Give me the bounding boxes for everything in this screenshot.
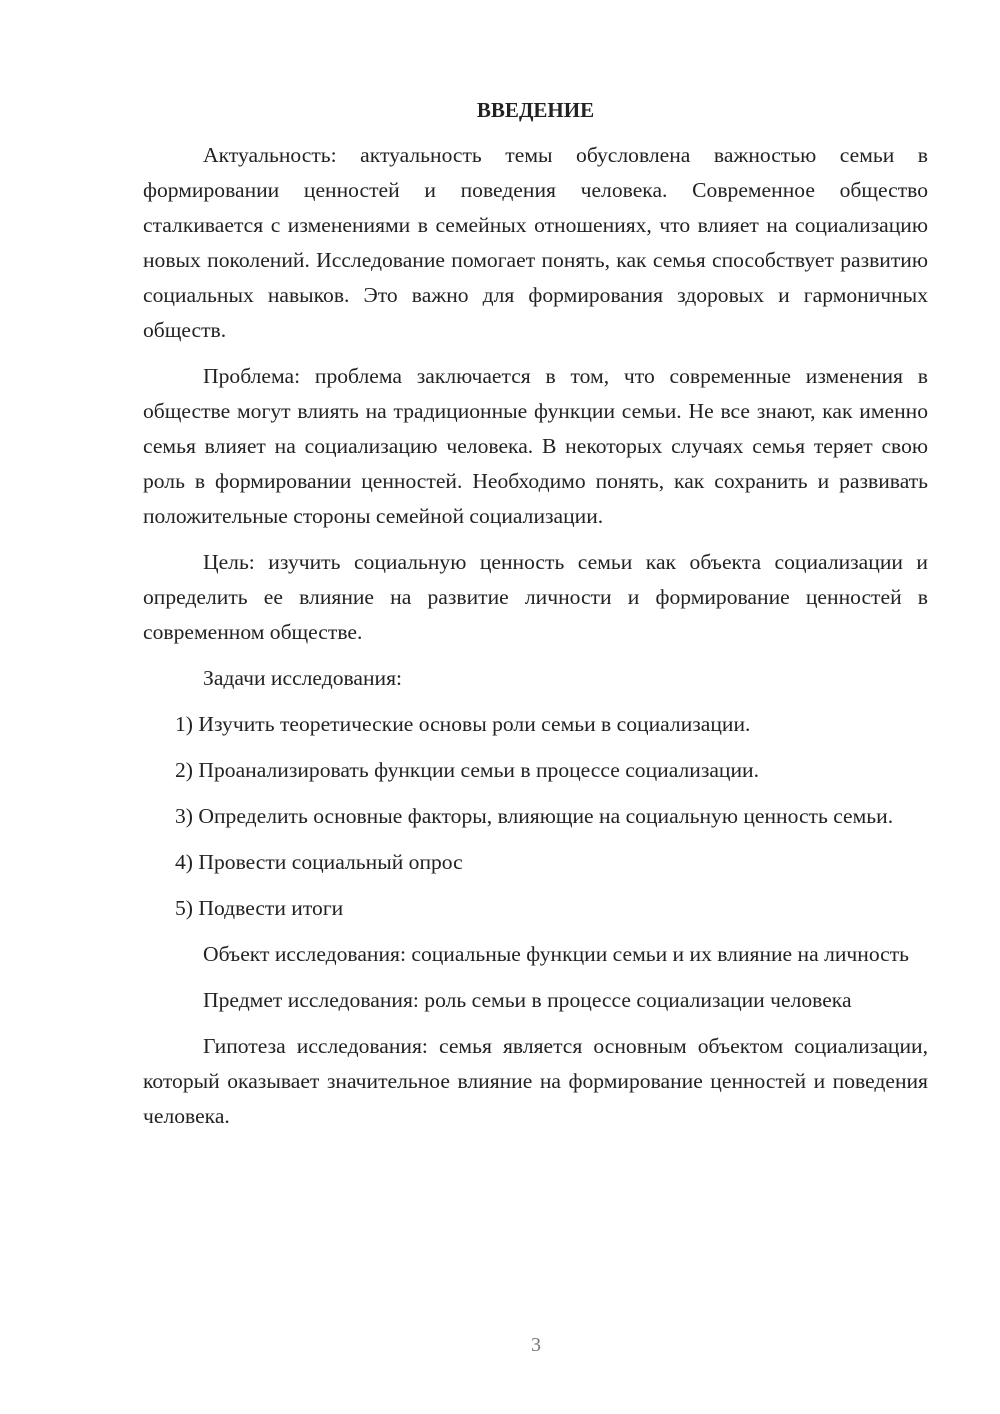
task-item: 3) Определить основные факторы, влияющие на социальную ценность семьи. xyxy=(175,804,894,828)
paragraph-problem: Проблема: проблема заключается в том, что современные изменения в обществе могут влиять на традиционные функции семьи. Не все знают, как именно семья влияет на социализацию человека. В некоторых случаях семья теряет свою роль в формировании ценностей. Необходимо понять, как сохранить и развивать положительные стороны семейной социализации. xyxy=(143,364,928,528)
paragraph-object: Объект исследования: социальные функции семьи и их влияние на личность xyxy=(203,942,910,966)
paragraph-goal: Цель: изучить социальную ценность семьи как объекта социализации и определить ее влияние на развитие личности и формирование ценностей в современном обществе. xyxy=(143,550,928,644)
tasks-heading: Задачи исследования: xyxy=(203,666,403,690)
paragraph-relevance: Актуальность: актуальность темы обусловлена важностью семьи в формировании ценностей и поведения человека. Современное общество сталкивается с изменениями в семейных отношениях, что влияет на социализацию новых поколений. Исследование помогает понять, как семья способствует развитию социальных навыков. Это важно для формирования здоровых и гармоничных обществ. xyxy=(143,143,928,342)
document-page xyxy=(143,95,928,1145)
task-item: 4) Провести социальный опрос xyxy=(175,850,463,874)
task-item: 2) Проанализировать функции семьи в процессе социализации. xyxy=(175,758,760,782)
section-title: ВВЕДЕНИЕ xyxy=(476,98,595,122)
task-item: 1) Изучить теоретические основы роли семьи в социализации. xyxy=(175,712,751,736)
paragraph-hypothesis: Гипотеза исследования: семья является основным объектом социализации, который оказывает значительное влияние на формирование ценностей и поведения человека. xyxy=(143,1034,928,1128)
page-number: 3 xyxy=(531,1334,541,1356)
paragraph-subject: Предмет исследования: роль семьи в процессе социализации человека xyxy=(203,988,852,1012)
task-item: 5) Подвести итоги xyxy=(175,896,344,920)
